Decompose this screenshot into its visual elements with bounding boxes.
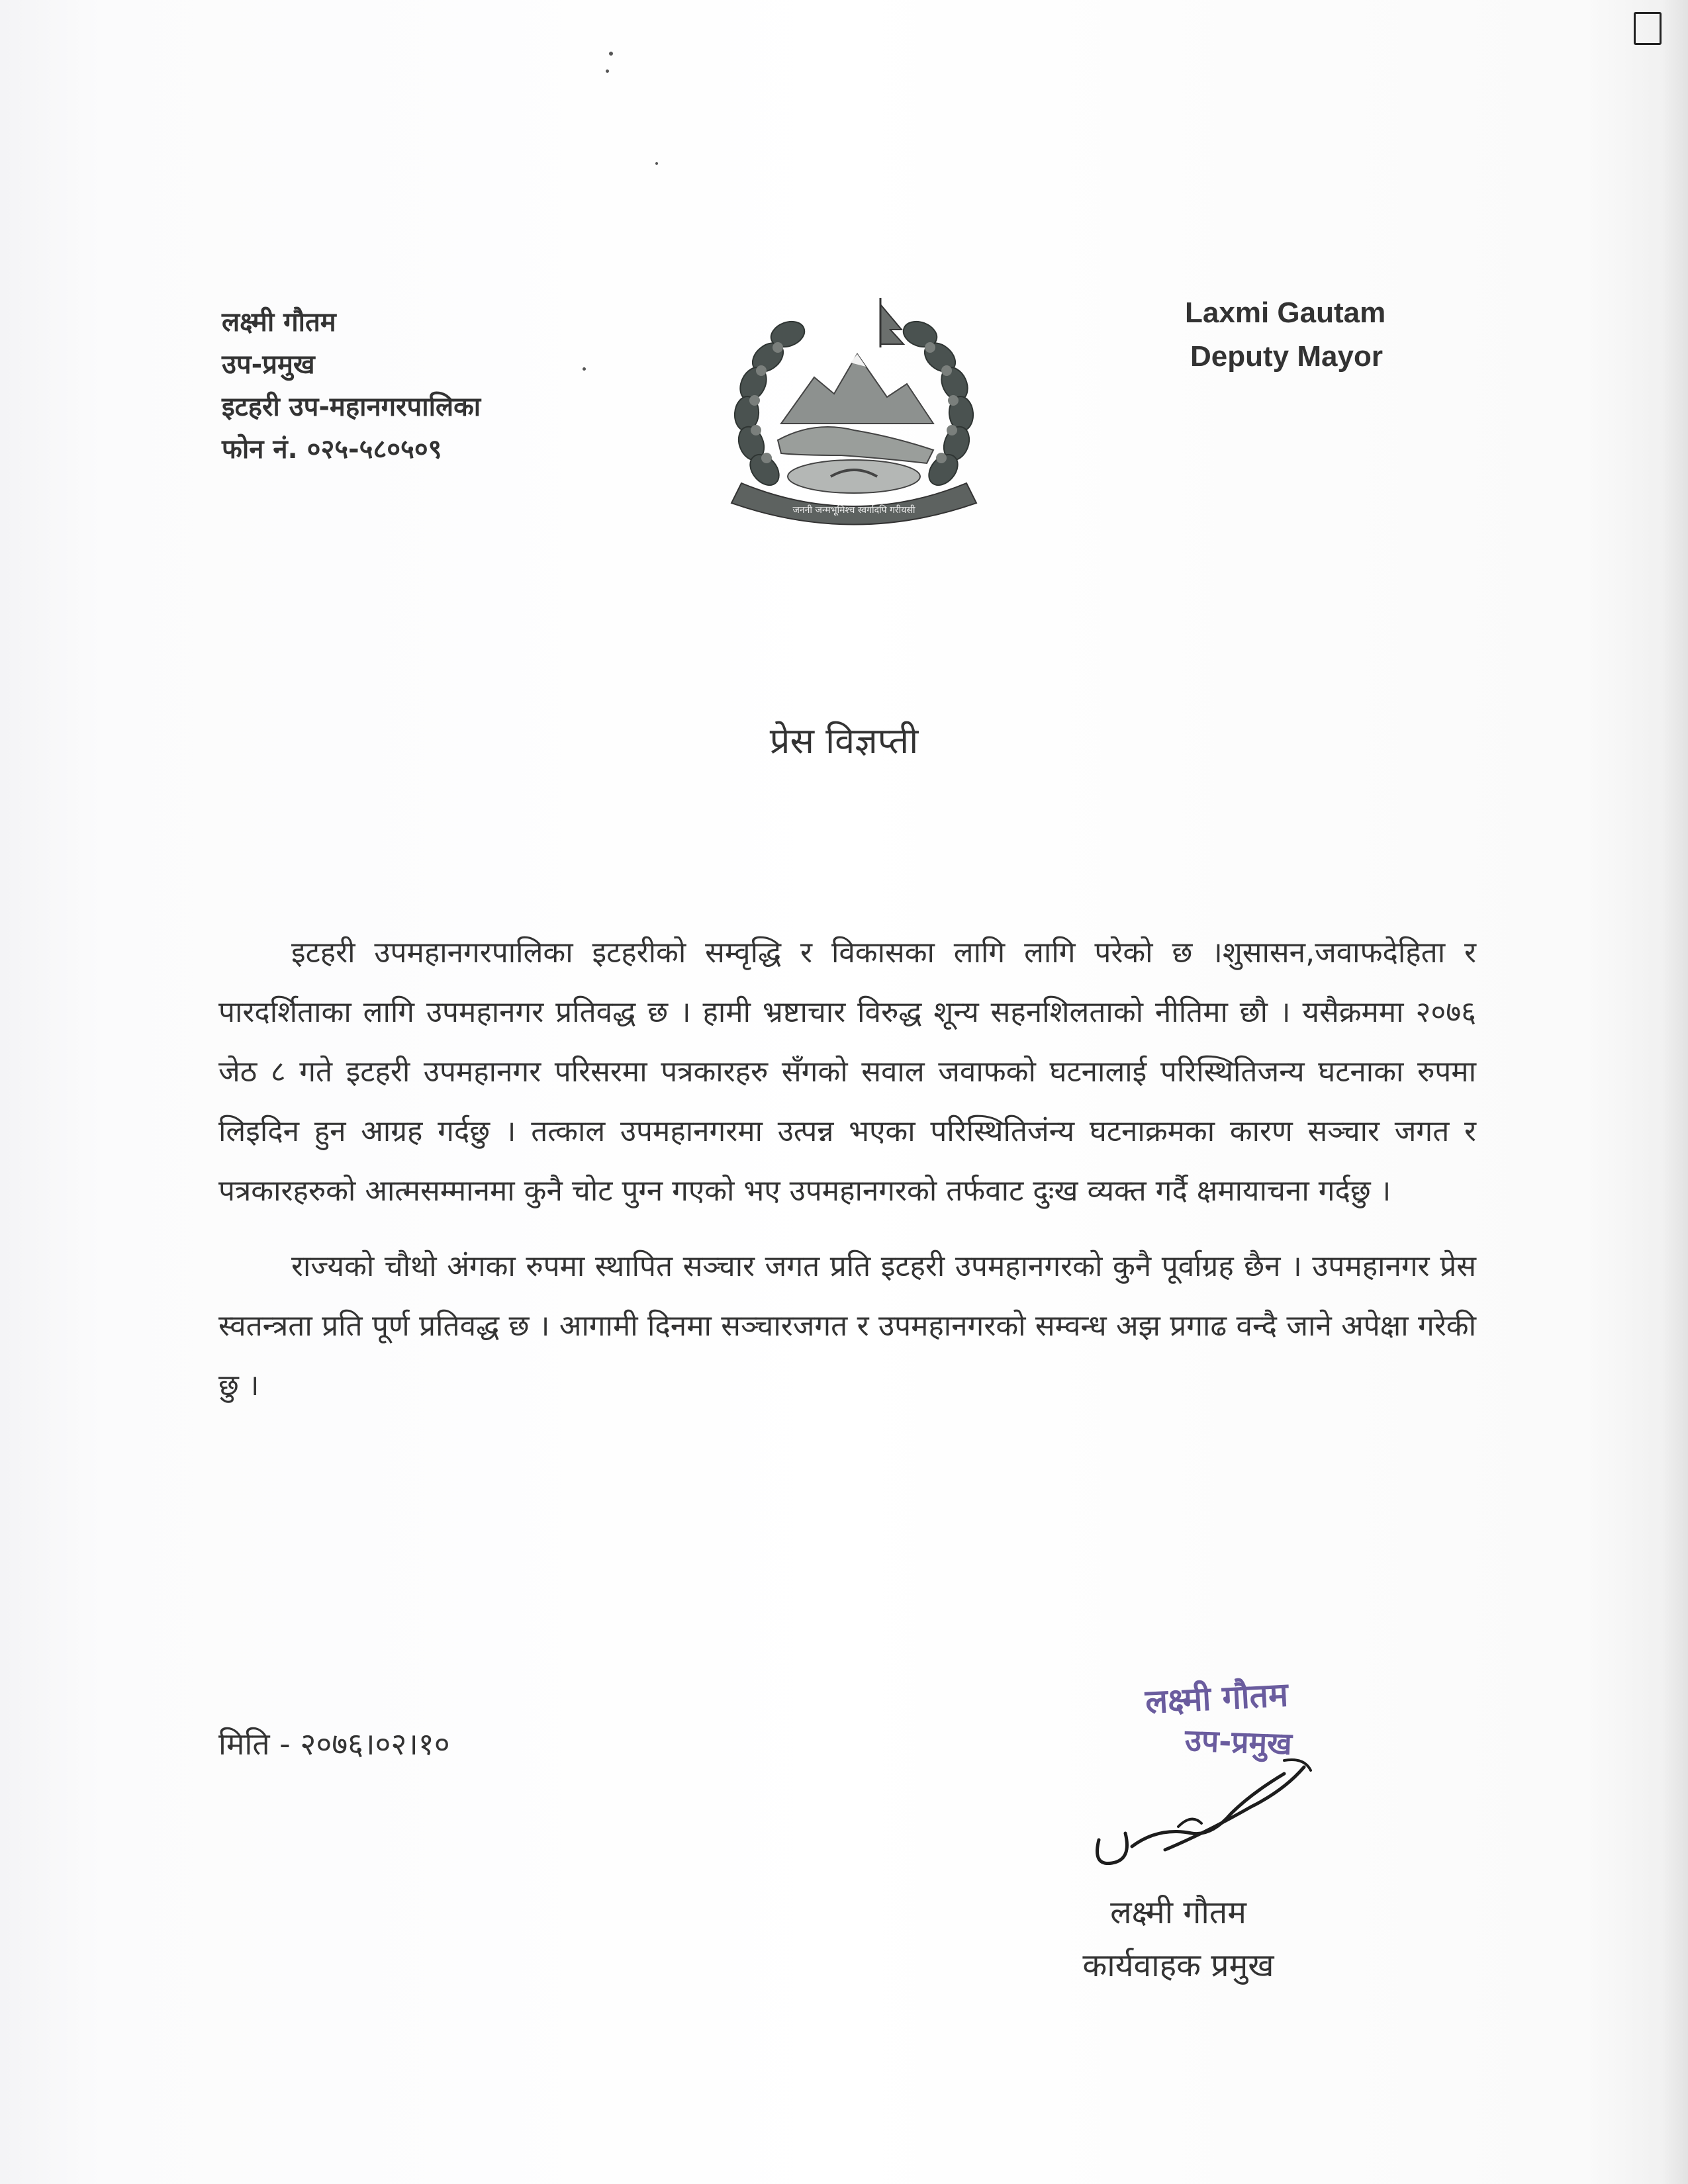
emblem-motto: जननी जन्मभूमिश्च स्वर्गादपि गरीयसी bbox=[792, 505, 915, 516]
sender-phone: फोन नं. ०२५-५८०५०९ bbox=[222, 434, 442, 465]
sender-name: लक्ष्मी गौतम bbox=[222, 307, 336, 338]
handwritten-signature-icon bbox=[1086, 1734, 1364, 1880]
stamp-name: लक्ष्मी गौतम bbox=[1144, 1675, 1289, 1721]
document-date: मिति - २०७६।०२।१० bbox=[218, 1726, 450, 1762]
sender-position: उप-प्रमुख bbox=[222, 349, 315, 380]
corner-mark bbox=[1634, 12, 1662, 45]
sender-title-english: Deputy Mayor bbox=[1190, 340, 1383, 373]
stamp-position: उप-प्रमुख bbox=[1184, 1722, 1293, 1762]
sender-office: इटहरी उप-महानगरपालिका bbox=[222, 392, 481, 422]
signatory-designation: कार्यवाहक प्रमुख bbox=[1082, 1947, 1274, 1984]
header-right bbox=[1125, 291, 1470, 379]
body-paragraph: राज्यको चौथो अंगका रुपमा स्थापित सञ्चार जगत प्रति इटहरी उपमहानगरको कुनै पूर्वाग्रह छैन । उपमहानगर प्रेस स्वतन्त्रता प्रति पूर्ण प्रतिवद्ध छ । आगामी दिनमा सञ्चारजगत र उपमहानगरको सम्वन्ध अझ प्रगाढ वन्दै जाने अपेक्षा गरेकी छु । bbox=[218, 1250, 1476, 1402]
document-title: प्रेस विज्ञप्ती bbox=[769, 720, 919, 762]
body-paragraph: इटहरी उपमहानगरपालिका इटहरीको सम्वृद्धि र विकासका लागि लागि परेको छ ।शुसासन,जवाफदेहिता र पारदर्शिताका लागि उपमहानगर प्रतिवद्ध छ । हामी भ्रष्टाचार विरुद्ध शून्य सहनशिलताको नीतिमा छौ । यसैक्रममा २०७६ जेठ ८ गते इटहरी उपमहानगर परिसरमा पत्रकारहरु सँगको सवाल जवाफको घटनालाई परिस्थितिजन्य घटनाका रुपमा लिइदिन हुन आग्रह गर्दछु । तत्काल उपमहानगरमा उत्पन्न भएका परिस्थितिजंन्य घटनाक्रमका कारण सञ्चार जगत र पत्रकारहरुको आत्मसम्मानमा कुनै चोट पुग्न गएको भए उपमहानगरको तर्फवाट दुःख व्यक्त गर्दै क्षमायाचना गर्दछु । bbox=[218, 936, 1476, 1208]
nepal-emblem-icon bbox=[715, 285, 993, 529]
scan-speck bbox=[606, 69, 609, 73]
scan-speck bbox=[655, 162, 658, 165]
sender-name-english: Laxmi Gautam bbox=[1185, 296, 1386, 329]
scan-edge-shadow bbox=[1662, 0, 1688, 2184]
header-left bbox=[222, 301, 632, 471]
signatory-name: लक्ष्मी गौतम bbox=[1110, 1894, 1246, 1931]
scan-speck bbox=[609, 52, 613, 56]
signatory-block bbox=[1013, 1886, 1344, 1992]
document-body bbox=[218, 923, 1476, 1432]
